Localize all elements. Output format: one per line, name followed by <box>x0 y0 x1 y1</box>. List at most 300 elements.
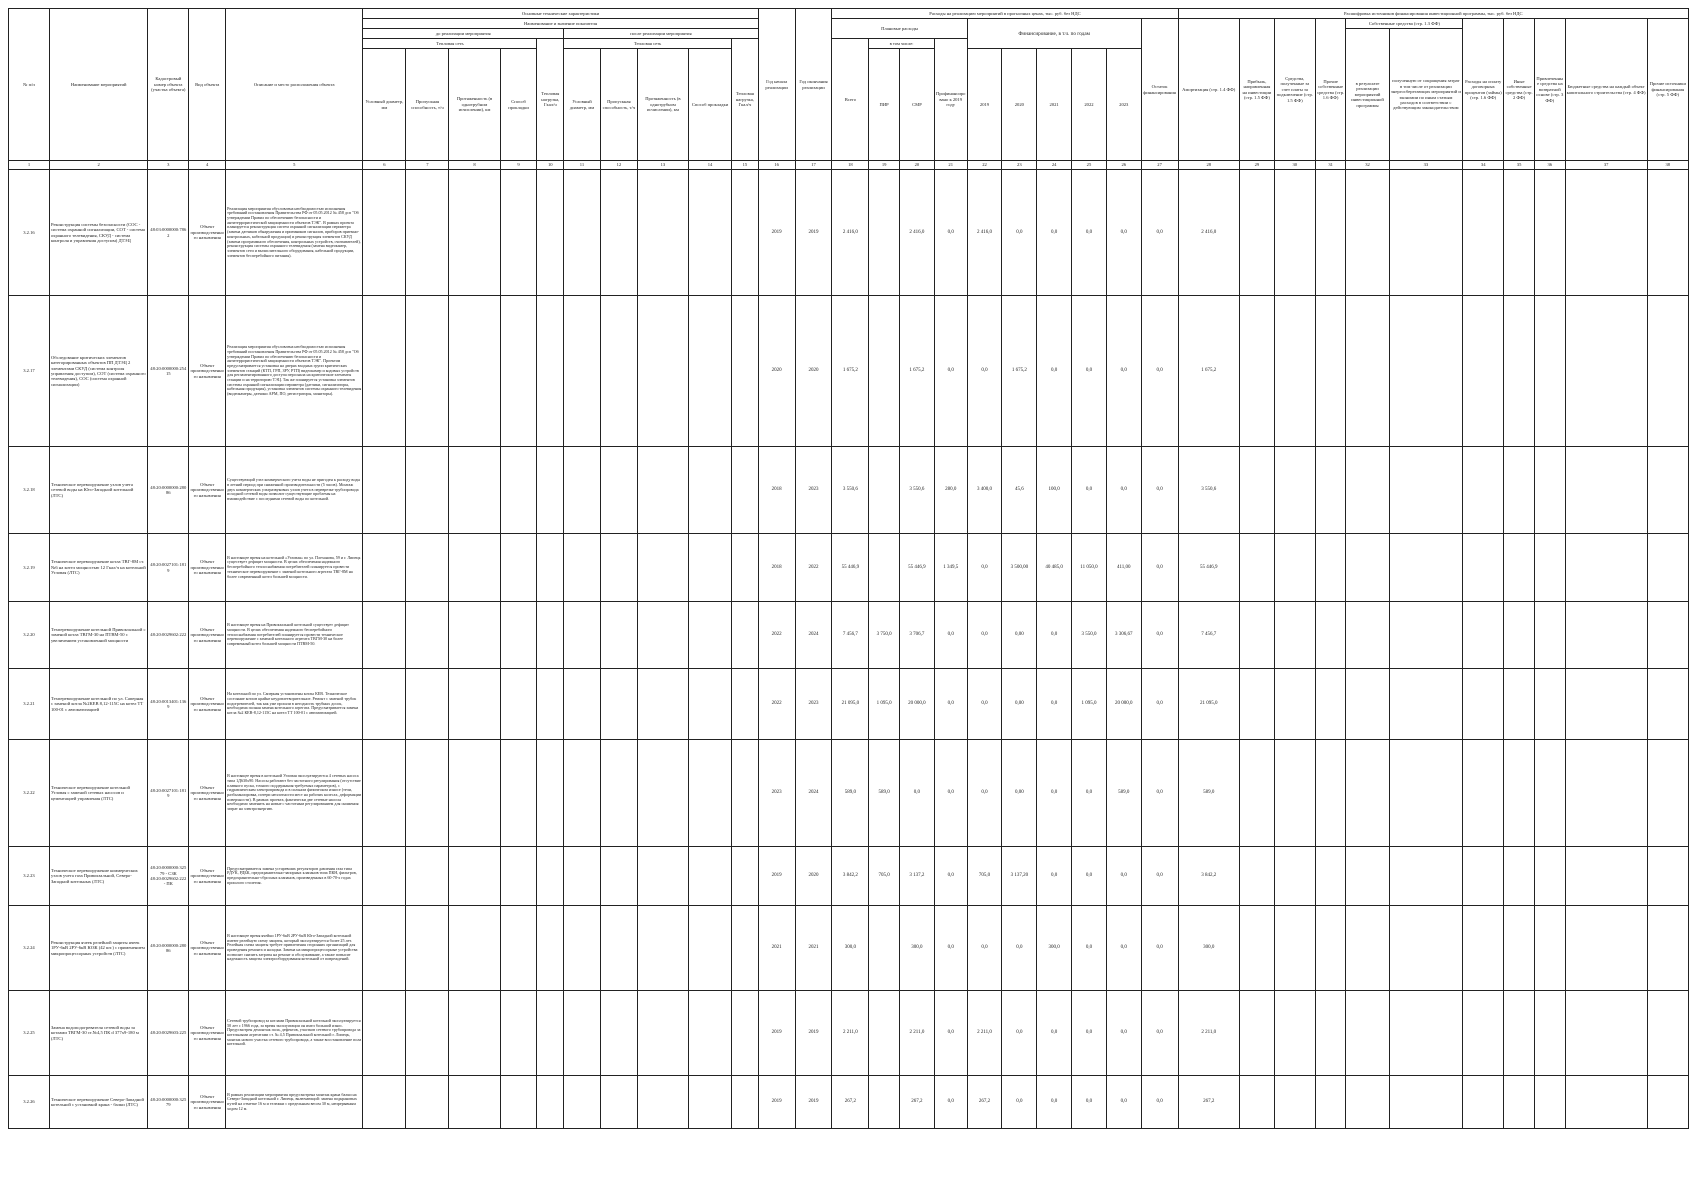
row-total: 55 446,9 <box>832 534 869 602</box>
row-amortization: 21 095,0 <box>1178 669 1239 740</box>
table-body <box>9 170 1689 1129</box>
row-year-end: 2020 <box>795 847 832 906</box>
row-f2023: 411,00 <box>1106 534 1141 602</box>
row-number: 3.2.17 <box>9 296 50 447</box>
row-description: Реализация мероприятия обусловлена необходимостью исполнения требований постановления Правительства РФ от 05.05.2012 № 458 дсп "Об утверждении Правил по обеспечению безопасности и антитеррористической защищенности объектов ТЭК". Проектом предусматривается установка на дверях входных групп критических элементов станций (КТП, ГРП, ЗРУ, РТП) видеокамер и кодовых устройств для регламентированного доступа персонала на критические элементы станции и на территорию ТЭЦ. Так же планируется установка элементов системы охранной сигнализации периметра (датчики, сигнализаторы, кабельная продукция), установка элементов системы охранного телевидения (видеокамеры, датчики АРМ, ПО, регистраторы, мониторы). <box>226 296 363 447</box>
header-y2022: 2022 <box>1072 49 1107 161</box>
cell-empty <box>1274 534 1315 602</box>
cell-empty <box>1463 847 1504 906</box>
cell-empty <box>1463 296 1504 447</box>
row-smr: 267,2 <box>900 1076 935 1129</box>
row-year-start: 2023 <box>758 740 795 847</box>
cell-empty <box>1463 447 1504 534</box>
row-cadastral: 48:20:0029603:225 <box>148 991 189 1076</box>
col-num: 23 <box>1002 161 1037 170</box>
col-num: 21 <box>934 161 967 170</box>
cell-empty <box>1346 847 1389 906</box>
cell-empty <box>564 170 601 296</box>
row-name: Реконструкция ячеек релейной защиты ячеек 1РУ-6кВ 2РУ-6кВ ЮЗК (42 шт.) с применением микропроцессорных устройств (ЛТС) <box>49 906 147 991</box>
row-amortization: 3 842,2 <box>1178 847 1239 906</box>
col-num: 16 <box>758 161 795 170</box>
cell-empty <box>1239 602 1274 669</box>
row-kind: Объект производственного назначения <box>189 906 226 991</box>
cell-empty <box>449 906 500 991</box>
row-name: Техперевооружение котельной по ул. Саперная с заменой котла №2КЕВ 8,12-115С на котел ТТ 100-01 с автоматизацией <box>49 669 147 740</box>
cell-empty <box>1463 602 1504 669</box>
row-financed: 1 349,5 <box>934 534 967 602</box>
cell-empty <box>1534 740 1565 847</box>
cell-empty <box>1346 1076 1389 1129</box>
header-own: Собственные средства (стр. 1.3 ФФ) <box>1346 19 1463 29</box>
col-num: 33 <box>1389 161 1463 170</box>
cell-empty <box>732 906 759 991</box>
header-indicator-name: Наименование и значение показателя <box>363 19 758 29</box>
row-remaining: 0,0 <box>1141 991 1178 1076</box>
cell-empty <box>732 669 759 740</box>
cell-empty <box>1239 740 1274 847</box>
row-f2020: 0,0 <box>1002 906 1037 991</box>
cell-empty <box>564 847 601 906</box>
row-name: Техперевооружение котельной Привокзальной с заменой котла ТВГМ-30 на ПТВМ-50 с увеличением установленной мощности <box>49 602 147 669</box>
row-year-end: 2023 <box>795 669 832 740</box>
row-financed: 0,0 <box>934 669 967 740</box>
cell-empty <box>1647 847 1688 906</box>
header-capacity-after: Пропускная способность, т/ч <box>600 49 637 161</box>
cell-empty <box>689 1076 732 1129</box>
cell-empty <box>637 602 688 669</box>
cell-empty <box>537 669 564 740</box>
row-f2019: 0,0 <box>967 602 1002 669</box>
cell-empty <box>537 296 564 447</box>
row-total: 21 095,0 <box>832 669 869 740</box>
cell-empty <box>732 1076 759 1129</box>
row-f2023: 0,0 <box>1106 847 1141 906</box>
col-num: 6 <box>363 161 406 170</box>
cell-empty <box>564 447 601 534</box>
cell-empty <box>1274 740 1315 847</box>
cell-empty <box>600 1076 637 1129</box>
cell-empty <box>1315 602 1346 669</box>
cell-empty <box>1504 669 1535 740</box>
table-row <box>9 447 1689 534</box>
row-pir: 589,0 <box>869 740 900 847</box>
cell-empty <box>1504 170 1535 296</box>
cell-empty <box>1504 447 1535 534</box>
cell-empty <box>1389 1076 1463 1129</box>
row-smr: 300,0 <box>900 906 935 991</box>
cell-empty <box>1504 602 1535 669</box>
cell-empty <box>1346 170 1389 296</box>
row-number: 3.2.18 <box>9 447 50 534</box>
header-planned: Плановые расходы <box>832 19 967 39</box>
row-year-start: 2022 <box>758 602 795 669</box>
row-year-start: 2020 <box>758 296 795 447</box>
col-num: 27 <box>1141 161 1178 170</box>
cell-empty <box>732 296 759 447</box>
row-name: Техническое перевооружение Северо-Западной котельной с установкой крана - балки (ЛТС) <box>49 1076 147 1129</box>
col-num: 19 <box>869 161 900 170</box>
table-row <box>9 296 1689 447</box>
col-num: 35 <box>1504 161 1535 170</box>
cell-empty <box>449 740 500 847</box>
row-f2019: 705,0 <box>967 847 1002 906</box>
row-description: На котельной по ул. Саперная установлены котлы КЕВ. Техническое состояние котлов крайне неудовлетворительное. Ремонт с заменой трубок подогревателей, так как уже прошли в негодность трубных досок, необходима полная замена котельного агрегата. Предусматривается замена котла №2 КЕВ-8,12-115С на котел ТТ 100-01 с автоматизацией. <box>226 669 363 740</box>
row-total: 2 211,0 <box>832 991 869 1076</box>
row-description: В настоящее время ячейки 1РУ-6кВ 2РУ-6кВ Юго-Западной котельной имеют релейную схему защиты, который эксплуатируется более 25 лет. Релейная схема защиты требует привлечения сторонних организаций для проведения ремонта и наладки. Замена на микропроцессорные устройства позволит снизить затраты на ремонт и обслуживание, а также повысит надежность защиты электрооборудования котельной от повреждений. <box>226 906 363 991</box>
header-budget: Бюджетные средства на каждый объект капитального строительства (стр. 4 ФФ) <box>1565 19 1647 161</box>
cell-empty <box>449 669 500 740</box>
row-f2020: 45,6 <box>1002 447 1037 534</box>
cell-empty <box>732 991 759 1076</box>
cell-empty <box>689 847 732 906</box>
cell-empty <box>1239 534 1274 602</box>
row-f2022: 3 550,0 <box>1072 602 1107 669</box>
cell-empty <box>1274 669 1315 740</box>
col-num: 7 <box>406 161 449 170</box>
row-number: 3.2.22 <box>9 740 50 847</box>
cell-empty <box>1534 534 1565 602</box>
row-year-start: 2018 <box>758 534 795 602</box>
cell-empty <box>1534 991 1565 1076</box>
row-smr: 3 550,6 <box>900 447 935 534</box>
cell-empty <box>1647 170 1688 296</box>
table-row <box>9 847 1689 906</box>
row-f2019: 2 416,0 <box>967 170 1002 296</box>
row-year-start: 2018 <box>758 447 795 534</box>
col-num: 22 <box>967 161 1002 170</box>
row-cadastral: 48:20:0000000:32579 <box>148 1076 189 1129</box>
col-num: 5 <box>226 161 363 170</box>
cell-empty <box>732 847 759 906</box>
row-f2021: 0,0 <box>1037 669 1072 740</box>
cell-empty <box>1565 447 1647 534</box>
row-smr: 55 446,9 <box>900 534 935 602</box>
row-f2021: 0,0 <box>1037 847 1072 906</box>
row-f2019: 0,0 <box>967 296 1002 447</box>
header-heat-load-after: Тепловая нагрузка, Гкал/ч <box>732 39 759 161</box>
header-loan: Расходы на оплату договорных процентов (займы) (стр. 1.6 ФФ) <box>1463 19 1504 161</box>
row-financed: 0,0 <box>934 296 967 447</box>
row-pir: 3 750,0 <box>869 602 900 669</box>
row-name: Техническое перевооружение узлов учета сетевой воды на Юго-Западной котельной (ЛТС) <box>49 447 147 534</box>
investment-program-table <box>8 8 1689 1129</box>
row-f2023: 0,0 <box>1106 1076 1141 1129</box>
row-kind: Объект производственного назначения <box>189 847 226 906</box>
cell-empty <box>500 906 537 991</box>
header-laying-after: Способ прокладки <box>689 49 732 161</box>
row-f2019: 0,0 <box>967 669 1002 740</box>
cell-empty <box>564 669 601 740</box>
row-f2021: 100,0 <box>1037 447 1072 534</box>
cell-empty <box>1504 991 1535 1076</box>
cell-empty <box>363 740 406 847</box>
cell-empty <box>1389 296 1463 447</box>
cell-empty <box>1463 991 1504 1076</box>
cell-empty <box>449 170 500 296</box>
row-cadastral: 48:20:0000000:32579 - СЗК 48:20:0029602:222 - ПК <box>148 847 189 906</box>
row-smr: 0,0 <box>900 740 935 847</box>
row-number: 3.2.25 <box>9 991 50 1076</box>
cell-empty <box>1346 534 1389 602</box>
row-cadastral: 48:20:0013401:1369 <box>148 669 189 740</box>
cell-empty <box>1239 847 1274 906</box>
row-number: 3.2.26 <box>9 1076 50 1129</box>
cell-empty <box>449 296 500 447</box>
cell-empty <box>1389 170 1463 296</box>
row-f2021: 0,0 <box>1037 740 1072 847</box>
cell-empty <box>1647 906 1688 991</box>
cell-empty <box>1534 847 1565 906</box>
header-y2020: 2020 <box>1002 49 1037 161</box>
header-length-before: Протяженность (в однотрубном исчислении), км <box>449 49 500 161</box>
cell-empty <box>500 669 537 740</box>
header-diameter-before: Условный диаметр, мм <box>363 49 406 161</box>
cell-empty <box>406 847 449 906</box>
investment-program-table-sheet <box>8 8 1689 1129</box>
row-f2023: 0,0 <box>1106 447 1141 534</box>
row-remaining: 0,0 <box>1141 602 1178 669</box>
header-amort: Амортизация (стр. 1.4 ФФ) <box>1178 19 1239 161</box>
col-num: 20 <box>900 161 935 170</box>
col-num: 18 <box>832 161 869 170</box>
cell-empty <box>1565 991 1647 1076</box>
cell-empty <box>449 602 500 669</box>
cell-empty <box>732 447 759 534</box>
table-row <box>9 1076 1689 1129</box>
header-year-end: Год окончания реализации <box>795 9 832 161</box>
row-number: 3.2.21 <box>9 669 50 740</box>
row-f2023: 20 000,0 <box>1106 669 1141 740</box>
cell-empty <box>1389 669 1463 740</box>
header-other: Прочие источники финансирования (стр. 5 ФФ) <box>1647 19 1688 161</box>
cell-empty <box>1239 906 1274 991</box>
cell-empty <box>1565 170 1647 296</box>
header-savings: в результате реализации мероприятий инвестиционной программы <box>1346 29 1389 161</box>
cell-empty <box>689 534 732 602</box>
cell-empty <box>1389 534 1463 602</box>
cell-empty <box>1463 534 1504 602</box>
row-name: Замена водоподогревателя сетевой воды за котлами ТВГМ-30 ст.№4,5 ПК d 377х9-180 м (ЛТС) <box>49 991 147 1076</box>
row-description: В рамках реализации мероприятия предусмотрена монтаж крана балки на Северо-Западной котельной г. Липецк, включающий: замена подкрановых путей на отметке 16 м и тележки с предельным весом 30 м, непрерывным ходом 12 м. <box>226 1076 363 1129</box>
cell-empty <box>406 906 449 991</box>
cell-empty <box>449 847 500 906</box>
row-kind: Объект производственного назначения <box>189 740 226 847</box>
cell-empty <box>600 906 637 991</box>
row-total: 3 842,2 <box>832 847 869 906</box>
row-year-end: 2019 <box>795 170 832 296</box>
cell-empty <box>1274 991 1315 1076</box>
cell-empty <box>1315 740 1346 847</box>
col-num: 28 <box>1178 161 1239 170</box>
cell-empty <box>363 1076 406 1129</box>
cell-empty <box>363 991 406 1076</box>
table-row <box>9 602 1689 669</box>
cell-empty <box>637 847 688 906</box>
cell-empty <box>1274 447 1315 534</box>
row-year-end: 2021 <box>795 906 832 991</box>
row-pir: 1 095,0 <box>869 669 900 740</box>
row-smr: 3 137,2 <box>900 847 935 906</box>
col-num: 36 <box>1534 161 1565 170</box>
cell-empty <box>1647 602 1688 669</box>
cell-empty <box>637 170 688 296</box>
row-f2023: 0,0 <box>1106 296 1141 447</box>
cell-empty <box>1647 534 1688 602</box>
header-other-own: Прочие собственные средства (стр. 1.6 ФФ) <box>1315 19 1346 161</box>
row-f2022: 0,0 <box>1072 296 1107 447</box>
row-cadastral: 48:03:0000000:7862 <box>148 170 189 296</box>
cell-empty <box>1463 669 1504 740</box>
cell-empty <box>1504 847 1535 906</box>
row-kind: Объект производственного назначения <box>189 669 226 740</box>
col-num: 25 <box>1072 161 1107 170</box>
cell-empty <box>1565 534 1647 602</box>
header-shares: Иные собственные средства (стр. 2 ФФ) <box>1504 19 1535 161</box>
cell-empty <box>1239 170 1274 296</box>
row-number: 3.2.19 <box>9 534 50 602</box>
row-description: Сетевой трубопровод за котлами Привокзальной котельной эксплуатируется 50 лет с 1966 года, за время эксплуатации он имел большой износ. Предусмотрен демонтаж пола, дефектов, участков сетевого трубопровода за котельными агрегатами ст. № 4,5 Привокзальной котельной г. Липецк, монтаж нового участка сетевого трубопровода, а также восстановление пола котельной. <box>226 991 363 1076</box>
row-name: Обследование критических элементов категорированных объектов ПП ДТЭЦ 2 элементами СКУД (система контроля управления доступом), СОТ (система охранного телевидения), СОС (система охранной сигнализации) <box>49 296 147 447</box>
cell-empty <box>1315 1076 1346 1129</box>
cell-empty <box>363 296 406 447</box>
cell-empty <box>564 296 601 447</box>
row-total: 300,0 <box>832 906 869 991</box>
row-amortization: 1 675,2 <box>1178 296 1239 447</box>
header-savings-note: полученную от сокращения затрат в том числе от реализации энергосберегающих мероприятий и экономии по иным статьям расходов в соответствии с действующим законодательством <box>1389 29 1463 161</box>
header-y2023: 2023 <box>1106 49 1141 161</box>
cell-empty <box>1565 1076 1647 1129</box>
row-amortization: 300,0 <box>1178 906 1239 991</box>
cell-empty <box>1463 1076 1504 1129</box>
row-cadastral: 48:20:0029602:222 <box>148 602 189 669</box>
row-kind: Объект производственного назначения <box>189 296 226 447</box>
cell-empty <box>537 170 564 296</box>
cell-empty <box>564 740 601 847</box>
row-number: 3.2.23 <box>9 847 50 906</box>
cell-empty <box>406 447 449 534</box>
cell-empty <box>1647 991 1688 1076</box>
row-f2022: 0,0 <box>1072 740 1107 847</box>
row-remaining: 0,0 <box>1141 296 1178 447</box>
cell-empty <box>500 170 537 296</box>
cell-empty <box>1504 534 1535 602</box>
row-remaining: 0,0 <box>1141 447 1178 534</box>
header-financed: Профинансировано к 2019 году <box>934 39 967 161</box>
cell-empty <box>1346 669 1389 740</box>
col-num: 32 <box>1346 161 1389 170</box>
col-num: 34 <box>1463 161 1504 170</box>
row-f2019: 267,2 <box>967 1076 1002 1129</box>
row-f2022: 11 050,0 <box>1072 534 1107 602</box>
row-pir <box>869 534 900 602</box>
row-amortization: 7 456,7 <box>1178 602 1239 669</box>
row-description: Существующий узел коммерческого учета воды не пригоден к расходу воды в летний период при сниженной производительности (5 часов). Монтаж двух коммерческих ультразвуковых узлов учета в переврезке трубопровода исходной сетевой воды позволит существующие проблемы на взаимодействие с последними сетевой воды по котельной. <box>226 447 363 534</box>
col-num: 17 <box>795 161 832 170</box>
cell-empty <box>1647 740 1688 847</box>
cell-empty <box>600 740 637 847</box>
cell-empty <box>1315 170 1346 296</box>
row-description: В настоящее время на Привокзальной котельной существует дефицит мощности. В целях обеспечения надежного бесперебойного теплоснабжения потребителей планируется провести техническое перевооружение с заменой котельного агрегата ТВГМ-30 на более современный котел большей мощности ПТВМ-50. <box>226 602 363 669</box>
cell-empty <box>1346 447 1389 534</box>
cell-empty <box>1346 602 1389 669</box>
row-cadastral: 48:20:0000000:28086 <box>148 447 189 534</box>
cell-empty <box>406 991 449 1076</box>
row-amortization: 267,2 <box>1178 1076 1239 1129</box>
header-desc: Описание и место расположения объекта <box>226 9 363 161</box>
header-y2019: 2019 <box>967 49 1002 161</box>
cell-empty <box>1534 447 1565 534</box>
row-financed: 0,0 <box>934 991 967 1076</box>
row-smr: 2 416,0 <box>900 170 935 296</box>
cell-empty <box>1315 991 1346 1076</box>
cell-empty <box>1647 296 1688 447</box>
row-f2022: 1 095,0 <box>1072 669 1107 740</box>
row-remaining: 0,0 <box>1141 1076 1178 1129</box>
row-f2022: 0,0 <box>1072 1076 1107 1129</box>
cell-empty <box>406 1076 449 1129</box>
cell-empty <box>449 1076 500 1129</box>
header-length-after: Протяженность (в однотрубном исчислении), км <box>637 49 688 161</box>
table-row <box>9 740 1689 847</box>
row-f2021: 0,0 <box>1037 296 1072 447</box>
col-num: 26 <box>1106 161 1141 170</box>
cell-empty <box>637 991 688 1076</box>
cell-empty <box>1565 847 1647 906</box>
row-name: Техническое перевооружение коммерческих узлов учета газа Привокзальной, Северо-Западной котельных (ЛТС) <box>49 847 147 906</box>
cell-empty <box>500 602 537 669</box>
cell-empty <box>500 991 537 1076</box>
row-f2019: 0,0 <box>967 906 1002 991</box>
cell-empty <box>1647 669 1688 740</box>
row-total: 1 675,2 <box>832 296 869 447</box>
row-cadastral: 48:20:0000000:25415 <box>148 296 189 447</box>
row-pir <box>869 991 900 1076</box>
col-num: 1 <box>9 161 50 170</box>
row-year-start: 2022 <box>758 669 795 740</box>
cell-empty <box>1274 847 1315 906</box>
row-f2021: 40 485,0 <box>1037 534 1072 602</box>
header-remaining: Остаток финансирования <box>1141 19 1178 161</box>
header-profit: Прибыль, направленная на инвестиции (стр. 1.5 ФФ) <box>1239 19 1274 161</box>
cell-empty <box>1315 847 1346 906</box>
cell-empty <box>500 534 537 602</box>
cell-empty <box>500 296 537 447</box>
row-kind: Объект производственного назначения <box>189 534 226 602</box>
header-cadastral: Кадастровый номер объекта (участка объекта) <box>148 9 189 161</box>
cell-empty <box>537 602 564 669</box>
cell-empty <box>1274 1076 1315 1129</box>
row-kind: Объект производственного назначения <box>189 602 226 669</box>
col-num: 8 <box>449 161 500 170</box>
cell-empty <box>1346 740 1389 847</box>
cell-empty <box>600 170 637 296</box>
cell-empty <box>637 534 688 602</box>
header-diameter-after: Условный диаметр, мм <box>564 49 601 161</box>
cell-empty <box>564 991 601 1076</box>
header-expenses: Расходы на реализацию мероприятий в прогнозных ценах, тыс. руб. без НДС <box>832 9 1178 19</box>
col-num: 29 <box>1239 161 1274 170</box>
row-financed: 0,0 <box>934 170 967 296</box>
row-f2019: 2 211,0 <box>967 991 1002 1076</box>
row-pir: 705,0 <box>869 847 900 906</box>
cell-empty <box>363 906 406 991</box>
cell-empty <box>537 991 564 1076</box>
cell-empty <box>1346 296 1389 447</box>
col-num: 11 <box>564 161 601 170</box>
row-financed: 0,0 <box>934 847 967 906</box>
cell-empty <box>1504 1076 1535 1129</box>
cell-empty <box>1389 447 1463 534</box>
